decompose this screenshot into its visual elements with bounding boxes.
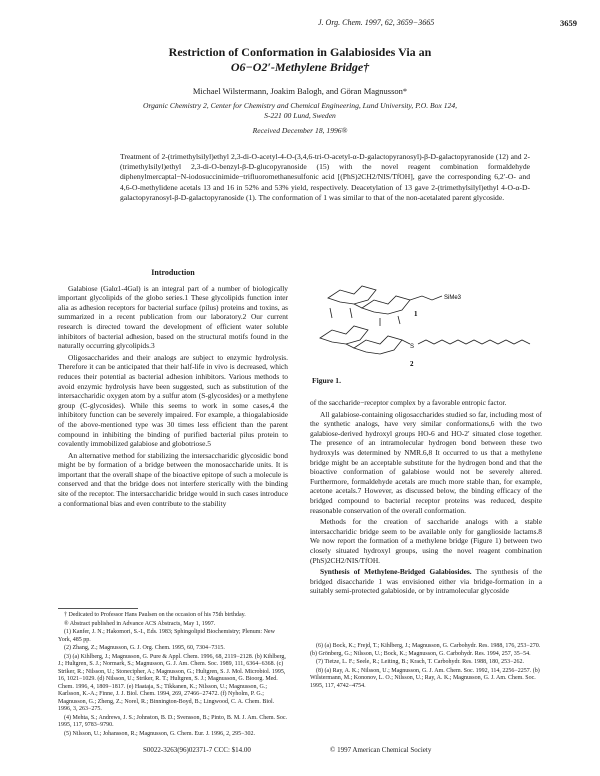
abstract: Treatment of 2-(trimethylsilyl)ethyl 2,3-di-O-acetyl-4-O-(3,4,6-tri-O-acetyl-α-D-galactopyranosyl)-β-D-galactopyranoside (12) and 2-(trimethylsilyl)ethyl 2,3-di-O-benzyl-β-D-glucopyranoside (15) with the novel reagent combination formaldehyde diphenylmercaptal−N-iodosuccinimide−trifluoromethanesulfonic acid [(PhS)2CH2/NIS/TfOH], gave the corresponding 6,2′-O- and 4,6-O-methylidene acetals 13 and 16 in 52% and 53% yield, respectively. Deacetylation of 13 gave 2-(trimethylsilyl)ethyl 4-O-α-D-galactopyranosyl-β-D-galactopyranoside (1). The conformation of 1 was similar to that of the non-acetalated parent glycoside. bbox=[120, 152, 530, 202]
figure-1-caption: Figure 1. bbox=[312, 376, 341, 385]
received-date: Received December 18, 1996® bbox=[252, 126, 348, 135]
figure-1-structures bbox=[310, 278, 542, 372]
right-column bbox=[310, 398, 542, 598]
right-paragraph-3-text: The synthesis of the bridged disaccharide 1 was envisioned either via bridge-formation in a suitably semi-protected galabioside, or by intramolecular glycoside bbox=[310, 567, 542, 596]
footnote-rule bbox=[58, 608, 138, 609]
affiliation-line-1: Organic Chemistry 2, Center for Chemistry and Chemical Engineering, Lund University, P.O. Box 124, bbox=[142, 101, 458, 110]
intro-paragraph-3: An alternative method for stabilizing the intersaccharidic glycosidic bond might be by formation of a bridge between the monosaccharide units. It is important that the overall shape of the bioactive epitope of such a molecule is conserved and that the bridge does not interfere sterically with the binding site of the receptor. The intersaccharidic bridge would in such cases introduce a conformational bias and even contribute to the stability bbox=[58, 450, 288, 508]
right-paragraph-1: All galabiose-containing oligosaccharides studied so far, including most of the synthetic analogs, have very similar conformations,6 with the two galabiose-derived hydroxyl groups HO-6 and HO-2′ situated close together. The presence of an intramolecular hydrogen bond between these two hydroxyls was determined by NMR.6,8 It occurred to us that a methylene bridge might be an acceptable substitute for the hydrogen bond and that the bioactive conformation of galabiose would not be severely altered. Furthermore, formaldehyde acetals are much more stable than, for example, acetone acetals.7 However, as discussed below, the binding efficacy of the bridged compound to bacterial receptor proteins was reduced, despite reasonable conservation of the overall conformation. bbox=[310, 409, 542, 515]
subsection-heading: Synthesis of Methylene-Bridged Galabiosides. bbox=[320, 567, 472, 577]
footnote: (7) Tietze, L. F.; Seele, R.; Leiting, B.; Krach, T. Carbohydr. Res. 1988, 180, 253−262. bbox=[316, 659, 524, 665]
article-title bbox=[60, 45, 540, 75]
footnote: (2) Zhang, Z.; Magnusson, G. J. Org. Chem. 1995, 60, 7304−7315. bbox=[64, 645, 225, 651]
article-code: S0022-3263(96)02371-7 CCC: $14.00 bbox=[143, 746, 251, 754]
footnote: (1) Kanfer, J. N.; Hakomori, S.-I., Eds. 1983; Sphingolipid Biochemistry; Plenum: New York, 485 pp. bbox=[58, 629, 275, 643]
right-paragraph-0: of the saccharide−receptor complex by a favorable entropic factor. bbox=[310, 398, 507, 407]
section-heading-introduction: Introduction bbox=[151, 268, 195, 277]
footnote: ® Abstract published in Advance ACS Abstracts, May 1, 1997. bbox=[64, 620, 216, 627]
sime3-label: SiMe3 bbox=[444, 295, 462, 301]
compound-2-alkyl-chain bbox=[418, 340, 530, 344]
right-paragraph-3 bbox=[310, 567, 542, 596]
footnote: (3) (a) Kihlberg, J.; Magnusson, G. Pure & Appl. Chem. 1996, 68, 2119−2128. (b) Kihlberg, J.; Hultgren, S. J.; Normark, S.; Magnusson, G. J. Am. Chem. Soc. 1989, 111, 6364−6368. (c) Striker, R.; Nilsson, U.; Stonecipher, A.; Magnusson, G.; Hultgren, S. J. Mol. Microbiol. 1995, 16, 1021−1029. (d) Nilsson, U.; Striker, R. T.; Hultgren, S. J.; Magnusson, G. Bioorg. Med. Chem. 1996, 4, 1809−1817. (e) Haataja, S.; Tikkanen, K.; Nilsson, U.; Magnusson, G.; Karlsson, K.-A.; Finne, J. J. Biol. Chem. 1994, 269, 27466−27472. (f) Nyholm, P. G.; Magnusson, G.; Zheng, Z.; Norel, R.; Binnington-Boyd, B.; Lingwood, C. A. Chem. Biol. 1996, 3, 263−275. bbox=[58, 653, 286, 712]
footnote: (4) Mehta, S.; Andrews, J. S.; Johnston, B. D.; Svensson, B.; Pinto, B. M. J. Am. Chem. Soc. 1995, 117, 9783−9790. bbox=[58, 714, 288, 728]
footnotes-left bbox=[58, 612, 288, 739]
sulfur-atom-label: S bbox=[410, 344, 415, 350]
figure-1 bbox=[310, 278, 542, 372]
title-line-1: Restriction of Conformation in Galabiosides Via an bbox=[168, 45, 432, 59]
title-line-2: O6−O2′-Methylene Bridge† bbox=[230, 60, 370, 74]
footnotes-right bbox=[310, 643, 542, 691]
intro-paragraph-2: Oligosaccharides and their analogs are subject to enzymic hydrolysis. Therefore it can be anticipated that their half-life in vivo is decreased, which reduces their potential as bacterial adhesion inhibitors. Various methods to avoid enzymic hydrolysis have been suggested, such as substitution of the intersaccharidic oxygen atom by a sulfur atom (S-glycosides) or a methylene group (C-glycosides). While this seems to work in some cases,4 the inhibitory function can be severely impaired. For example, a thiogalabioside of the above-mentioned type was 30 times less efficient than the parent compound in inhibiting the binding of purified bacterial pilus protein to covalently immobilized galabiose and globotriose.5 bbox=[58, 352, 288, 449]
footnote: (6) (a) Bock, K.; Frejd, T.; Kihlberg, J.; Magnusson, G. Carbohydr. Res. 1988, 176, 253−270. (b) Grönberg, G.; Nilsson, U.; Bock, K.; Magnusson, G. Carbohydr. Res. 1994, 257, 35−54. bbox=[310, 643, 541, 657]
copyright: © 1997 American Chemical Society bbox=[330, 746, 432, 754]
footnote: (5) Nilsson, U.; Johansson, R.; Magnusson, G. Chem. Eur. J. 1996, 2, 295−302. bbox=[64, 730, 256, 737]
compound-1-linker bbox=[410, 296, 442, 300]
running-header: J. Org. Chem. 1997, 62, 3659−3665 bbox=[318, 18, 435, 27]
compound-1-ring-a bbox=[328, 286, 376, 304]
compound-1-label: 1 bbox=[414, 310, 418, 318]
page-number: 3659 bbox=[560, 18, 577, 28]
left-column bbox=[58, 268, 288, 510]
footnote: † Dedicated to Professor Hans Paulsen on the occasion of his 75th birthday. bbox=[64, 612, 246, 618]
affiliation bbox=[90, 101, 510, 121]
intro-paragraph-1: Galabiose (Galα1-4Gal) is an integral part of a number of biologically important glycolipids of the globo series.1 These glycolipids function inter alia as adhesion receptors for bacterial surface (pilus) proteins and toxins, as summarized in a recent publication from our laboratory.2 Our current research is directed toward the development of efficient water soluble inhibitors of bacterial adhesion, based on the structural motifs found in the naturally occurring glycolipids.3 bbox=[58, 283, 288, 351]
compound-2-ring-a bbox=[320, 326, 368, 344]
footnote: (8) (a) Ray, A. K.; Nilsson, U.; Magnusson, G. J. Am. Chem. Soc. 1992, 114, 2256−2257. (b) Wilstermann, M.; Kononov, L. O.; Nilsson, U.; Ray, A. K.; Magnusson, G. J. Am. Chem. Soc. 1995, 117, 4742−4754. bbox=[310, 667, 540, 689]
compound-2-label: 2 bbox=[410, 360, 414, 368]
affiliation-line-2: S-221 00 Lund, Sweden bbox=[264, 111, 336, 120]
author-list: Michael Wilstermann, Joakim Balogh, and Göran Magnusson* bbox=[192, 86, 408, 96]
right-paragraph-2: Methods for the creation of saccharide analogs with a stable intersaccharidic bridge seem to be available only for ganglioside lactams.8 We now report the formation of a methylene bridge (Figure 1) between two closely situated hydroxyl groups, using the novel reagent combination (PhS)2CH2/NIS/TfOH. bbox=[310, 517, 542, 565]
